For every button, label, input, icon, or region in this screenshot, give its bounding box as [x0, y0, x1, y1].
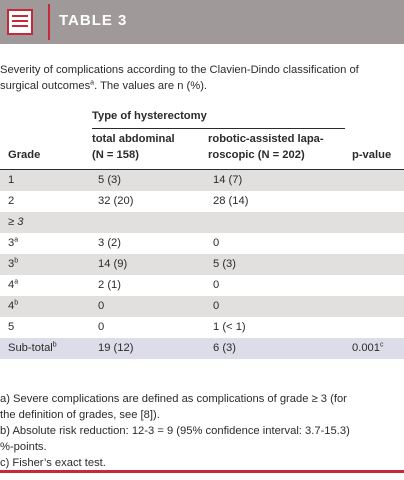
cell-grade: 3$^a$: [8, 236, 19, 249]
cell-ral: 6 (3): [213, 342, 237, 354]
table-row: [0, 296, 404, 317]
table-icon: [7, 9, 33, 35]
cell-ral: 28 (14): [213, 195, 249, 207]
cell-ral: 0: [213, 279, 220, 291]
cell-grade: 4$^a$: [8, 278, 19, 291]
cell-grade: 3$^b$: [8, 257, 19, 270]
table-row: [0, 338, 404, 359]
cell-ral: 14 (7): [213, 174, 243, 186]
table-row: [0, 254, 404, 275]
table-row: [0, 233, 404, 254]
table-row: [0, 275, 404, 296]
cell-tah: 0: [98, 300, 105, 312]
col-header-tah: total abdominal (N = 158): [92, 133, 175, 161]
cell-tah: 0: [98, 321, 105, 333]
footnote-b-line-2: %-points.: [0, 441, 47, 453]
col-header-pvalue: p-value: [352, 149, 392, 161]
cell-ral: 5 (3): [213, 258, 237, 270]
cell-pvalue: 0.001$^c$: [352, 341, 384, 354]
cell-grade: 4$^b$: [8, 299, 19, 312]
bottom-accent-bar: [0, 470, 404, 473]
table-row: [0, 317, 404, 338]
footnote-a-line-1: a) Severe complications are defined as complications of grade ≥ 3 (for: [0, 393, 347, 405]
cell-ral: 0: [213, 237, 220, 249]
cell-grade: 1: [8, 174, 15, 186]
cell-grade: Sub-total$^b$: [8, 341, 57, 354]
cell-tah: 3 (2): [98, 237, 122, 249]
cell-grade: 2: [8, 195, 15, 207]
header-divider: [48, 4, 50, 40]
table-row: [0, 212, 404, 233]
caption-line-1: Severity of complications according to the Clavien-Dindo classification of: [0, 64, 359, 76]
cell-grade: ≥ 3: [8, 216, 24, 228]
cell-ral: 0: [213, 300, 220, 312]
col-header-grade: Grade: [8, 149, 41, 161]
table-row: [0, 191, 404, 212]
table-row: [0, 170, 404, 191]
table-caption: [0, 63, 404, 94]
footnote-b-line-1: b) Absolute risk reduction: 12-3 = 9 (95% confidence interval: 3.7-15.3): [0, 425, 350, 437]
cell-ral: 1 (< 1): [213, 321, 246, 333]
col-header-ral: robotic-assisted lapa- roscopic (N = 202): [208, 133, 324, 161]
group-header: Type of hysterectomy: [92, 110, 207, 122]
cell-tah: 19 (12): [98, 342, 134, 354]
group-header-rule: [92, 128, 345, 129]
cell-tah: 2 (1): [98, 279, 122, 291]
cell-tah: 32 (20): [98, 195, 134, 207]
footnote-c: c) Fisher’s exact test.: [0, 457, 106, 469]
cell-tah: 5 (3): [98, 174, 122, 186]
table-header-bar: [0, 0, 404, 44]
cell-tah: 14 (9): [98, 258, 128, 270]
footnote-a-line-2: the definition of grades, see [8]).: [0, 409, 160, 421]
footnotes: [0, 391, 404, 471]
table-title: TABLE 3: [59, 12, 128, 29]
caption-line-2: surgical outcomes$^a$. The values are n (%).: [0, 78, 208, 92]
cell-grade: 5: [8, 321, 15, 333]
